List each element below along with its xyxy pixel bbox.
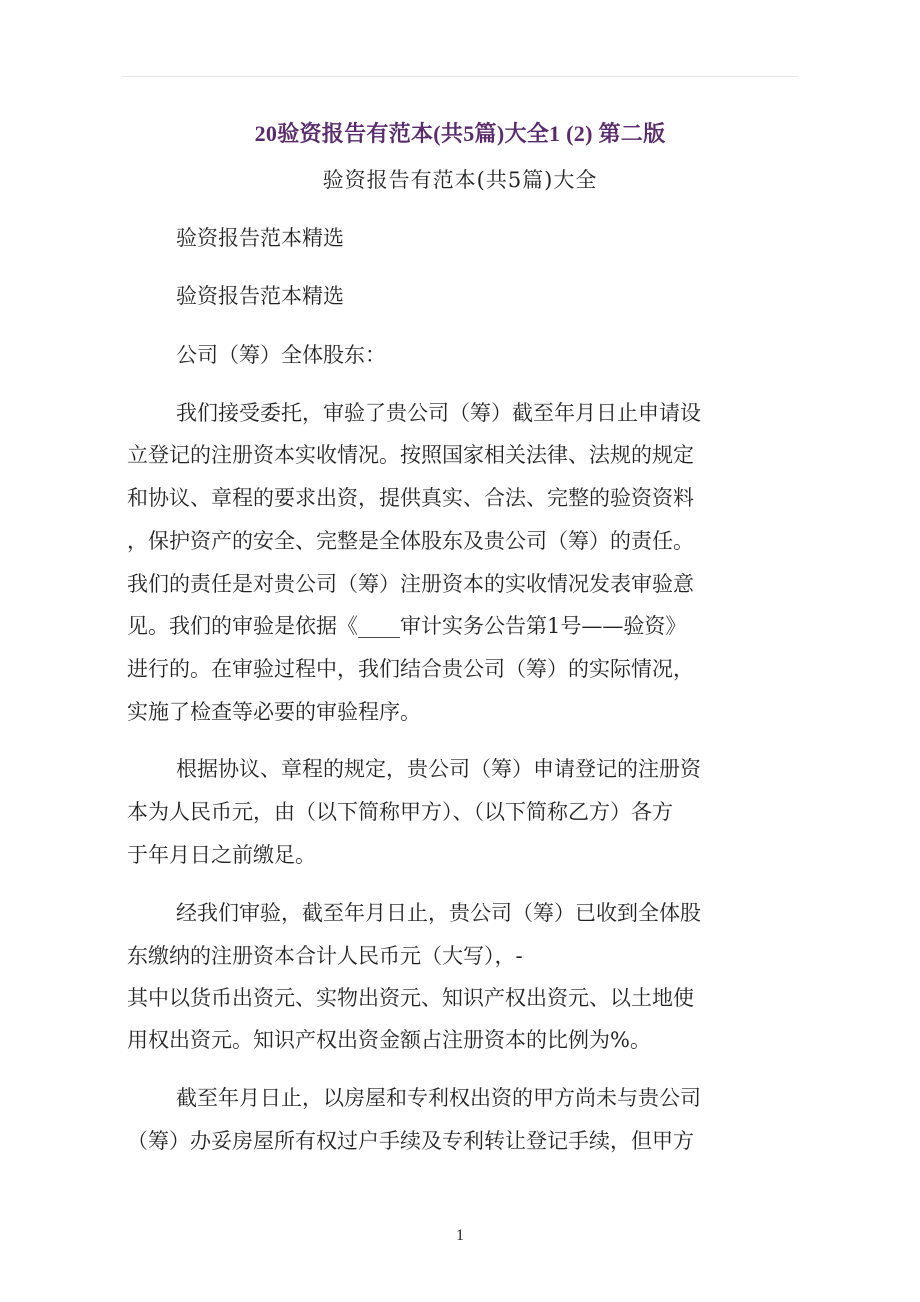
section-heading: 验资报告范本精选	[176, 226, 344, 250]
paragraph-line: 根据协议、章程的规定，贵公司（筹）申请登记的注册资	[176, 757, 701, 781]
paragraph-line: 东缴纳的注册资本合计人民币元（大写），-	[127, 944, 523, 968]
paragraph-line: 用权出资元。知识产权出资金额占注册资本的比例为%。	[127, 1028, 651, 1052]
document-title: 20验资报告有范本(共5篇)大全1 (2) 第二版	[254, 121, 666, 146]
paragraph-line: 实施了检查等必要的审验程序。	[127, 700, 421, 724]
paragraph-line: 和协议、章程的要求出资，提供真实、合法、完整的验资资料	[127, 486, 694, 510]
paragraph-line: 我们接受委托，审验了贵公司（筹）截至年月日止申请设	[176, 401, 701, 425]
salutation: 公司（筹）全体股东：	[176, 343, 386, 367]
paragraph-line: 于年月日之前缴足。	[127, 843, 316, 867]
paragraph-line: 本为人民币元，由（以下简称甲方）、（以下简称乙方）各方	[127, 800, 673, 824]
paragraph-line: 我们的责任是对贵公司（筹）注册资本的实收情况发表审验意	[127, 572, 694, 596]
section-heading: 验资报告范本精选	[176, 284, 344, 308]
paragraph-line: ，保护资产的安全、完整是全体股东及贵公司（筹）的责任。	[127, 529, 694, 553]
document-subtitle: 验资报告有范本(共5篇)大全	[322, 168, 598, 192]
paragraph-line: （筹）办妥房屋所有权过户手续及专利转让登记手续，但甲方	[127, 1129, 694, 1153]
paragraph-line: 进行的。在审验过程中，我们结合贵公司（筹）的实际情况，	[127, 657, 694, 681]
top-divider	[122, 76, 798, 77]
page-number: 1	[456, 1227, 464, 1244]
paragraph-line: 截至年月日止，以房屋和专利权出资的甲方尚未与贵公司	[176, 1086, 701, 1110]
paragraph-line: 经我们审验，截至年月日止，贵公司（筹）已收到全体股	[176, 901, 701, 925]
paragraph-line: 其中以货币出资元、实物出资元、知识产权出资元、以土地使	[127, 986, 694, 1010]
paragraph-line: 立登记的注册资本实收情况。按照国家相关法律、法规的规定	[127, 443, 694, 467]
paragraph-line: 见。我们的审验是依据《____审计实务公告第1号——验资》	[127, 614, 687, 638]
